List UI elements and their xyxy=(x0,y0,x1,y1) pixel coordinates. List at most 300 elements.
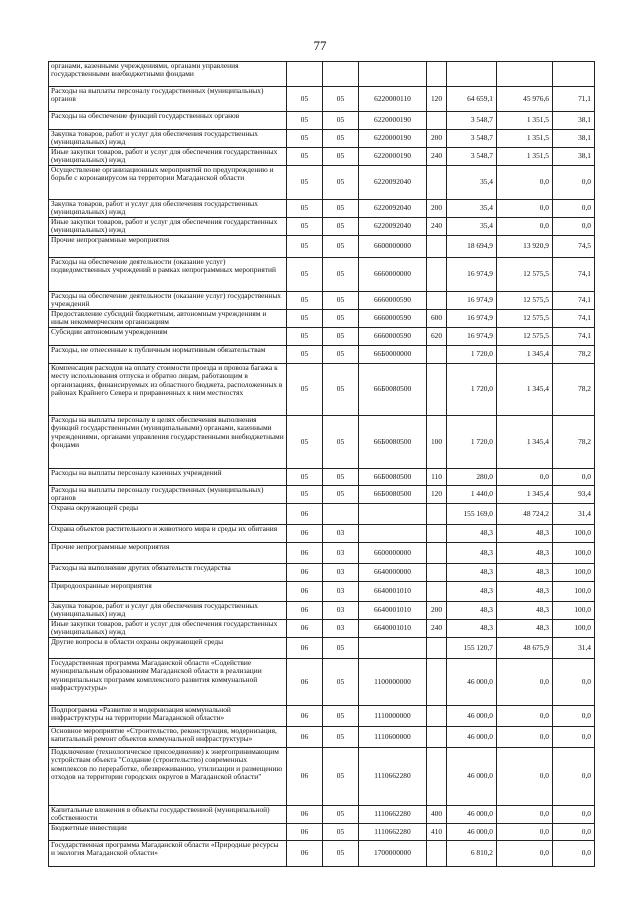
cell-plan: 3 548,7 xyxy=(447,112,497,130)
cell-csr: 6220000110 xyxy=(359,87,427,112)
cell-pr: 05 xyxy=(323,292,359,310)
cell-csr: 6660000590 xyxy=(359,292,427,310)
cell-csr: 6220092040 xyxy=(359,218,427,236)
cell-vr xyxy=(427,524,447,542)
cell-csr: 6600000000 xyxy=(359,236,427,258)
cell-pr: 05 xyxy=(323,747,359,805)
cell-vr: 240 xyxy=(427,218,447,236)
cell-fact: 12 575,5 xyxy=(497,292,553,310)
cell-name: Осуществление организационных мероприятий по предупреждению и борьбе с коронавирусом на территории Магаданской области xyxy=(49,166,287,200)
cell-pr: 05 xyxy=(323,148,359,166)
table-row xyxy=(49,328,595,346)
cell-pct: 0,0 xyxy=(553,218,595,236)
cell-rz: 06 xyxy=(287,563,323,581)
cell-plan: 3 548,7 xyxy=(447,148,497,166)
cell-vr: 600 xyxy=(427,310,447,328)
cell-name: Расходы на обеспечение функций государственных органов xyxy=(49,112,287,130)
cell-rz: 05 xyxy=(287,218,323,236)
cell-plan: 155 169,0 xyxy=(447,503,497,524)
cell-pct: 0,0 xyxy=(553,823,595,840)
cell-name: Компенсация расходов на оплату стоимости проезда и провоза багажа к месту использования отпуска и обратно лицам, работающим в организациях, финансируемых из областного бюджета, расположенных в районах Крайнего Севера и приравненных к ним местностях xyxy=(49,364,287,416)
cell-plan: 16 974,9 xyxy=(447,292,497,310)
table-row xyxy=(49,364,595,416)
cell-fact: 13 920,9 xyxy=(497,236,553,258)
cell-rz: 05 xyxy=(287,310,323,328)
cell-name: Иные закупки товаров, работ и услуг для обеспечения государственных (муниципальных) нужд xyxy=(49,619,287,637)
cell-name: Иные закупки товаров, работ и услуг для обеспечения государственных (муниципальных) нужд xyxy=(49,148,287,166)
table-row xyxy=(49,469,595,486)
cell-csr: 1110000000 xyxy=(359,705,427,726)
table-row xyxy=(49,62,595,87)
cell-pct: 0,0 xyxy=(553,726,595,747)
cell-pct: 0,0 xyxy=(553,469,595,486)
cell-pr: 05 xyxy=(323,166,359,200)
table-row xyxy=(49,416,595,469)
table-row xyxy=(49,601,595,619)
cell-pct: 74,1 xyxy=(553,328,595,346)
cell-pct: 0,0 xyxy=(553,166,595,200)
cell-plan: 280,0 xyxy=(447,469,497,486)
cell-plan: 16 974,9 xyxy=(447,328,497,346)
cell-pr: 03 xyxy=(323,524,359,542)
cell-plan xyxy=(447,62,497,87)
cell-vr: 200 xyxy=(427,130,447,148)
cell-rz: 05 xyxy=(287,148,323,166)
cell-name: Подпрограмма «Развитие и модернизация коммунальной инфраструктуры на территории Магаданской области» xyxy=(49,705,287,726)
cell-csr: 6220000190 xyxy=(359,148,427,166)
cell-plan: 48,3 xyxy=(447,524,497,542)
cell-vr: 120 xyxy=(427,486,447,504)
cell-fact: 12 575,5 xyxy=(497,328,553,346)
cell-vr xyxy=(427,503,447,524)
cell-rz: 05 xyxy=(287,346,323,364)
budget-table xyxy=(48,61,595,867)
cell-vr xyxy=(427,258,447,292)
cell-rz: 05 xyxy=(287,130,323,148)
table-row xyxy=(49,236,595,258)
cell-plan: 16 974,9 xyxy=(447,258,497,292)
cell-name: Расходы на выплаты персоналу казенных учреждений xyxy=(49,469,287,486)
table-row xyxy=(49,112,595,130)
cell-vr xyxy=(427,166,447,200)
cell-plan: 6 810,2 xyxy=(447,840,497,866)
cell-rz: 06 xyxy=(287,747,323,805)
cell-name: Расходы, не отнесенные к публичным нормативным обязательствам xyxy=(49,346,287,364)
cell-plan: 46 000,0 xyxy=(447,805,497,823)
cell-vr: 400 xyxy=(427,805,447,823)
cell-name: Охрана окружающей среды xyxy=(49,503,287,524)
cell-csr: 66Б0080500 xyxy=(359,364,427,416)
table-row xyxy=(49,658,595,705)
cell-name: Расходы на обеспечение деятельности (оказание услуг) государственных учреждений xyxy=(49,292,287,310)
cell-pct: 31,4 xyxy=(553,637,595,658)
cell-pct: 93,4 xyxy=(553,486,595,504)
cell-pr: 05 xyxy=(323,364,359,416)
table-row xyxy=(49,840,595,866)
cell-pr: 03 xyxy=(323,601,359,619)
cell-name: Расходы на обеспечение деятельности (оказание услуг) подведомственных учреждений в рамках непрограммных мероприятий xyxy=(49,258,287,292)
cell-fact xyxy=(497,62,553,87)
cell-csr: 6640001010 xyxy=(359,581,427,601)
cell-rz: 05 xyxy=(287,292,323,310)
cell-name: Расходы на выплаты персоналу государственных (муниципальных) органов xyxy=(49,87,287,112)
table-row xyxy=(49,166,595,200)
cell-csr xyxy=(359,62,427,87)
cell-pr: 05 xyxy=(323,130,359,148)
cell-pct: 100,0 xyxy=(553,524,595,542)
table-row xyxy=(49,581,595,601)
cell-name: Закупка товаров, работ и услуг для обеспечения государственных (муниципальных) нужд xyxy=(49,601,287,619)
cell-pct: 0,0 xyxy=(553,840,595,866)
cell-name: Природоохранные мероприятия xyxy=(49,581,287,601)
cell-csr: 66Б0000000 xyxy=(359,346,427,364)
cell-rz: 05 xyxy=(287,236,323,258)
cell-vr xyxy=(427,581,447,601)
cell-csr: 6220092040 xyxy=(359,200,427,218)
page-number: 77 xyxy=(313,38,327,53)
cell-fact: 48 675,9 xyxy=(497,637,553,658)
cell-rz: 06 xyxy=(287,601,323,619)
cell-plan: 1 720,0 xyxy=(447,364,497,416)
cell-vr: 240 xyxy=(427,148,447,166)
cell-pct: 0,0 xyxy=(553,658,595,705)
cell-rz: 06 xyxy=(287,503,323,524)
cell-pct: 74,5 xyxy=(553,236,595,258)
cell-fact: 48,3 xyxy=(497,524,553,542)
cell-pct: 74,1 xyxy=(553,310,595,328)
cell-csr: 6660000590 xyxy=(359,328,427,346)
cell-pr: 05 xyxy=(323,805,359,823)
cell-pr: 03 xyxy=(323,542,359,563)
cell-plan: 48,3 xyxy=(447,563,497,581)
table-row xyxy=(49,87,595,112)
cell-csr: 6640000000 xyxy=(359,563,427,581)
cell-name: Субсидии автономным учреждениям xyxy=(49,328,287,346)
table-row xyxy=(49,486,595,504)
cell-pct: 100,0 xyxy=(553,563,595,581)
cell-csr: 1700000000 xyxy=(359,840,427,866)
cell-plan: 46 000,0 xyxy=(447,658,497,705)
cell-rz: 05 xyxy=(287,112,323,130)
cell-fact: 1 351,5 xyxy=(497,148,553,166)
cell-vr: 100 xyxy=(427,416,447,469)
cell-plan: 48,3 xyxy=(447,619,497,637)
cell-csr: 6640001010 xyxy=(359,601,427,619)
table-row xyxy=(49,130,595,148)
table-row xyxy=(49,503,595,524)
cell-plan: 46 000,0 xyxy=(447,705,497,726)
cell-pr: 05 xyxy=(323,200,359,218)
table-row xyxy=(49,805,595,823)
cell-vr xyxy=(427,840,447,866)
cell-vr: 200 xyxy=(427,200,447,218)
cell-rz: 05 xyxy=(287,200,323,218)
cell-pr: 05 xyxy=(323,416,359,469)
cell-csr: 1100000000 xyxy=(359,658,427,705)
cell-plan: 48,3 xyxy=(447,581,497,601)
cell-fact: 48,3 xyxy=(497,619,553,637)
cell-plan: 16 974,9 xyxy=(447,310,497,328)
cell-fact: 1 345,4 xyxy=(497,486,553,504)
cell-vr xyxy=(427,542,447,563)
cell-plan: 35,4 xyxy=(447,166,497,200)
cell-pr: 05 xyxy=(323,823,359,840)
cell-vr xyxy=(427,112,447,130)
cell-csr: 1110600000 xyxy=(359,726,427,747)
cell-pr: 03 xyxy=(323,581,359,601)
table-row xyxy=(49,200,595,218)
cell-pct: 100,0 xyxy=(553,581,595,601)
cell-name: Государственная программа Магаданской области «Природные ресурсы и экология Магаданской области» xyxy=(49,840,287,866)
cell-name: органами, казенными учреждениями, органами управления государственными внебюджетными фондами xyxy=(49,62,287,87)
cell-fact: 0,0 xyxy=(497,726,553,747)
table-row xyxy=(49,747,595,805)
table-row xyxy=(49,542,595,563)
cell-fact: 0,0 xyxy=(497,747,553,805)
cell-name: Расходы на выплаты персоналу в целях обеспечения выполнения функций государственными (муниципальными) органами, казенными учреждениями, органами управления государственными внебюджетными фондами xyxy=(49,416,287,469)
cell-rz: 05 xyxy=(287,364,323,416)
cell-pct: 0,0 xyxy=(553,200,595,218)
cell-pct: 38,1 xyxy=(553,148,595,166)
cell-name: Закупка товаров, работ и услуг для обеспечения государственных (муниципальных) нужд xyxy=(49,130,287,148)
cell-pct: 100,0 xyxy=(553,601,595,619)
table-body xyxy=(49,62,595,867)
table-row xyxy=(49,310,595,328)
cell-fact: 48 724,2 xyxy=(497,503,553,524)
cell-fact: 12 575,5 xyxy=(497,258,553,292)
cell-vr: 110 xyxy=(427,469,447,486)
cell-fact: 1 351,5 xyxy=(497,130,553,148)
cell-pct: 38,1 xyxy=(553,130,595,148)
table-row xyxy=(49,258,595,292)
cell-csr: 6640001010 xyxy=(359,619,427,637)
cell-csr: 6220092040 xyxy=(359,166,427,200)
cell-plan: 3 548,7 xyxy=(447,130,497,148)
cell-plan: 46 000,0 xyxy=(447,726,497,747)
cell-rz: 05 xyxy=(287,416,323,469)
table-row xyxy=(49,148,595,166)
cell-rz xyxy=(287,62,323,87)
cell-name: Бюджетные инвестиции xyxy=(49,823,287,840)
cell-csr: 6660000000 xyxy=(359,258,427,292)
cell-pr: 05 xyxy=(323,346,359,364)
cell-name: Иные закупки товаров, работ и услуг для обеспечения государственных (муниципальных) нужд xyxy=(49,218,287,236)
cell-csr: 1110662280 xyxy=(359,823,427,840)
cell-fact: 48,3 xyxy=(497,542,553,563)
cell-vr: 240 xyxy=(427,619,447,637)
cell-plan: 46 000,0 xyxy=(447,747,497,805)
cell-csr: 6220000190 xyxy=(359,112,427,130)
cell-csr: 6660000590 xyxy=(359,310,427,328)
cell-plan: 155 120,7 xyxy=(447,637,497,658)
cell-fact: 48,3 xyxy=(497,581,553,601)
cell-csr xyxy=(359,637,427,658)
cell-csr: 1110662280 xyxy=(359,747,427,805)
cell-csr: 66Б0080500 xyxy=(359,486,427,504)
cell-name: Подключение (технологическое присоединение) к энергопринимающим устройствам объекта "Создание (строительство) современных комплексов по переработке, обезвреживанию, утилизации и размещению отходов на территории городских округов в Магаданской области" xyxy=(49,747,287,805)
cell-vr: 620 xyxy=(427,328,447,346)
cell-rz: 06 xyxy=(287,658,323,705)
cell-name: Капитальные вложения в объекты государственной (муниципальной) собственности xyxy=(49,805,287,823)
cell-plan: 35,4 xyxy=(447,218,497,236)
cell-name: Другие вопросы в области охраны окружающей среды xyxy=(49,637,287,658)
cell-fact: 0,0 xyxy=(497,200,553,218)
cell-fact: 0,0 xyxy=(497,166,553,200)
cell-fact: 0,0 xyxy=(497,823,553,840)
cell-rz: 05 xyxy=(287,486,323,504)
cell-rz: 06 xyxy=(287,805,323,823)
cell-fact: 0,0 xyxy=(497,705,553,726)
table-row xyxy=(49,823,595,840)
cell-plan: 1 720,0 xyxy=(447,346,497,364)
cell-name: Прочие непрограммные мероприятия xyxy=(49,542,287,563)
cell-plan: 46 000,0 xyxy=(447,823,497,840)
table-row xyxy=(49,524,595,542)
cell-vr: 120 xyxy=(427,87,447,112)
cell-fact: 12 575,5 xyxy=(497,310,553,328)
cell-fact: 0,0 xyxy=(497,218,553,236)
cell-pct: 38,1 xyxy=(553,112,595,130)
cell-csr: 1110662280 xyxy=(359,805,427,823)
cell-plan: 64 659,1 xyxy=(447,87,497,112)
cell-vr xyxy=(427,563,447,581)
cell-vr xyxy=(427,658,447,705)
cell-vr xyxy=(427,346,447,364)
cell-pct: 100,0 xyxy=(553,619,595,637)
cell-pct: 31,4 xyxy=(553,503,595,524)
cell-pr: 05 xyxy=(323,258,359,292)
cell-vr xyxy=(427,364,447,416)
cell-vr xyxy=(427,726,447,747)
table-row xyxy=(49,218,595,236)
cell-name: Основное мероприятие «Строительство, реконструкция, модернизация, капитальный ремонт объектов коммунальной инфраструктуры» xyxy=(49,726,287,747)
cell-fact: 48,3 xyxy=(497,601,553,619)
cell-pr: 05 xyxy=(323,840,359,866)
cell-rz: 06 xyxy=(287,726,323,747)
cell-pr: 03 xyxy=(323,563,359,581)
cell-pct: 71,1 xyxy=(553,87,595,112)
cell-plan: 1 720,0 xyxy=(447,416,497,469)
cell-pct: 0,0 xyxy=(553,747,595,805)
cell-name: Прочие непрограммные мероприятия xyxy=(49,236,287,258)
table-row xyxy=(49,346,595,364)
cell-fact: 1 345,4 xyxy=(497,416,553,469)
cell-plan: 1 440,0 xyxy=(447,486,497,504)
cell-csr xyxy=(359,503,427,524)
cell-fact: 0,0 xyxy=(497,658,553,705)
cell-pr xyxy=(323,62,359,87)
cell-csr xyxy=(359,524,427,542)
cell-pr: 05 xyxy=(323,658,359,705)
cell-name: Охрана объектов растительного и животного мира и среды их обитания xyxy=(49,524,287,542)
cell-vr xyxy=(427,292,447,310)
table-row xyxy=(49,619,595,637)
cell-plan: 48,3 xyxy=(447,601,497,619)
cell-pr: 05 xyxy=(323,112,359,130)
cell-rz: 06 xyxy=(287,619,323,637)
cell-pct: 78,2 xyxy=(553,416,595,469)
cell-fact: 0,0 xyxy=(497,469,553,486)
cell-rz: 05 xyxy=(287,328,323,346)
cell-vr xyxy=(427,62,447,87)
cell-rz: 06 xyxy=(287,581,323,601)
cell-pr: 05 xyxy=(323,328,359,346)
cell-name: Расходы на выполнение других обязательств государства xyxy=(49,563,287,581)
cell-pct: 74,1 xyxy=(553,258,595,292)
cell-rz: 06 xyxy=(287,840,323,866)
cell-plan: 35,4 xyxy=(447,200,497,218)
cell-pct: 78,2 xyxy=(553,364,595,416)
cell-name: Закупка товаров, работ и услуг для обеспечения государственных (муниципальных) нужд xyxy=(49,200,287,218)
cell-csr: 66Б0080500 xyxy=(359,416,427,469)
cell-rz: 06 xyxy=(287,705,323,726)
cell-csr: 6600000000 xyxy=(359,542,427,563)
cell-pr: 05 xyxy=(323,486,359,504)
cell-vr xyxy=(427,705,447,726)
cell-pr: 03 xyxy=(323,619,359,637)
table-row xyxy=(49,563,595,581)
cell-pr: 05 xyxy=(323,705,359,726)
cell-rz: 06 xyxy=(287,542,323,563)
cell-fact: 1 351,5 xyxy=(497,112,553,130)
cell-rz: 05 xyxy=(287,166,323,200)
cell-rz: 06 xyxy=(287,637,323,658)
cell-pr: 05 xyxy=(323,236,359,258)
cell-vr: 200 xyxy=(427,601,447,619)
cell-plan: 18 694,9 xyxy=(447,236,497,258)
cell-csr: 66Б0080500 xyxy=(359,469,427,486)
cell-rz: 05 xyxy=(287,258,323,292)
table-row xyxy=(49,726,595,747)
cell-fact: 1 345,4 xyxy=(497,346,553,364)
cell-pr: 05 xyxy=(323,637,359,658)
cell-pct: 74,1 xyxy=(553,292,595,310)
cell-pr: 05 xyxy=(323,469,359,486)
cell-rz: 06 xyxy=(287,524,323,542)
cell-pct: 100,0 xyxy=(553,542,595,563)
cell-vr: 410 xyxy=(427,823,447,840)
cell-vr xyxy=(427,747,447,805)
cell-fact: 1 345,4 xyxy=(497,364,553,416)
cell-rz: 06 xyxy=(287,823,323,840)
cell-fact: 0,0 xyxy=(497,840,553,866)
table-row xyxy=(49,637,595,658)
cell-pr: 05 xyxy=(323,87,359,112)
cell-pct: 0,0 xyxy=(553,705,595,726)
cell-name: Государственная программа Магаданской области «Содействие муниципальным образованиям Магаданской области в реализации муниципальных программ комплексного развития коммунальной инфраструктуры» xyxy=(49,658,287,705)
cell-name: Расходы на выплаты персоналу государственных (муниципальных) органов xyxy=(49,486,287,504)
cell-fact: 0,0 xyxy=(497,805,553,823)
cell-pr xyxy=(323,503,359,524)
cell-vr xyxy=(427,637,447,658)
table-row xyxy=(49,705,595,726)
cell-csr: 6220000190 xyxy=(359,130,427,148)
cell-pr: 05 xyxy=(323,310,359,328)
cell-pr: 05 xyxy=(323,726,359,747)
cell-plan: 48,3 xyxy=(447,542,497,563)
cell-pr: 05 xyxy=(323,218,359,236)
table-row xyxy=(49,292,595,310)
cell-rz: 05 xyxy=(287,469,323,486)
cell-fact: 45 976,6 xyxy=(497,87,553,112)
cell-pct xyxy=(553,62,595,87)
cell-pct: 78,2 xyxy=(553,346,595,364)
cell-name: Предоставление субсидий бюджетным, автономным учреждениям и иным некоммерческим организациям xyxy=(49,310,287,328)
cell-pct: 0,0 xyxy=(553,805,595,823)
cell-vr xyxy=(427,236,447,258)
cell-rz: 05 xyxy=(287,87,323,112)
cell-fact: 48,3 xyxy=(497,563,553,581)
